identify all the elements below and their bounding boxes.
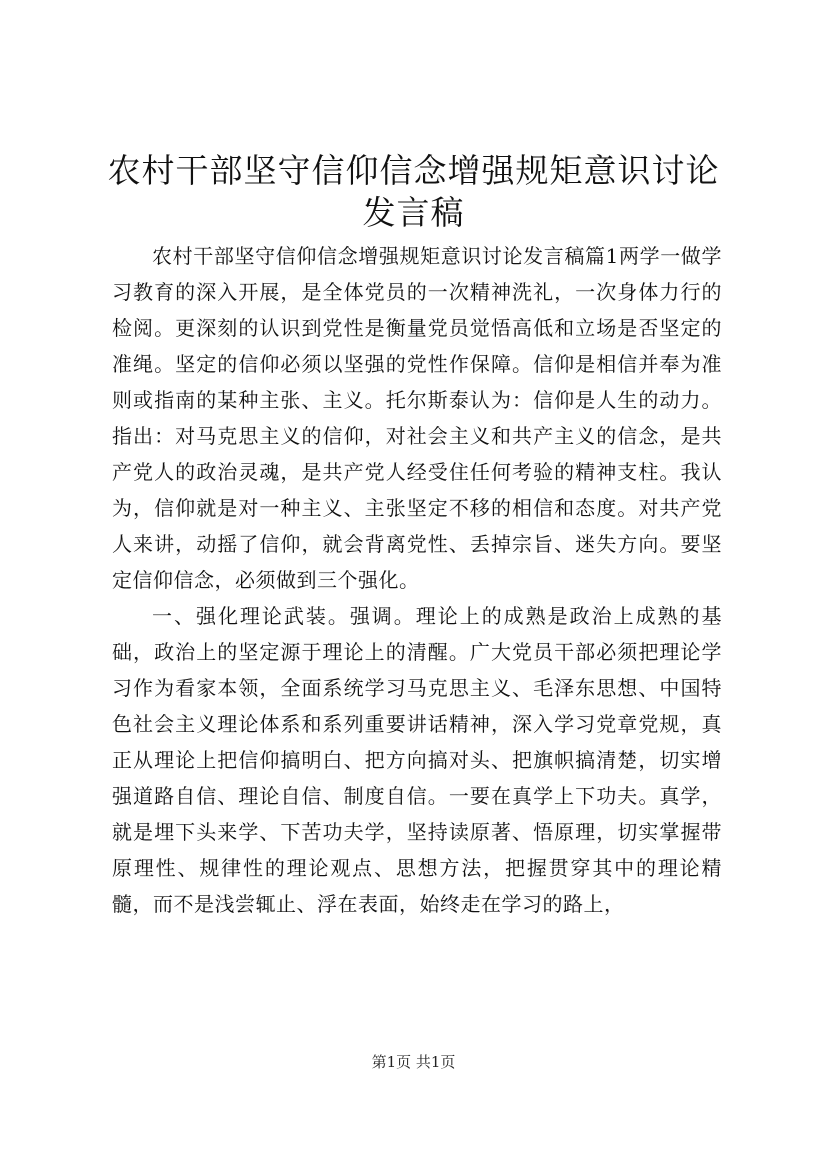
paragraph: 农村干部坚守信仰信念增强规矩意识讨论发言稿篇1两学一做学习教育的深入开展，是全体党员的一次精神洗礼，一次身体力行的检阅。更深刻的认识到党性是衡量党员觉悟高低和立场是否坚定的准绳。坚定的信仰必须以坚强的党性作保障。信仰是相信并奉为准则或指南的某种主张、主义。托尔斯泰认为：信仰是人生的动力。指出：对马克思主义的信仰，对社会主义和共产主义的信念，是共产党人的政治灵魂，是共产党人经受住任何考验的精神支柱。我认为，信仰就是对一种主义、主张坚定不移的相信和态度。对共产党人来讲，动摇了信仰，就会背离党性、丢掉宗旨、迷失方向。要坚定信仰信念，必须做到三个强化。 (112, 244, 722, 592)
document-body (112, 238, 722, 922)
page-footer: 第1页 共1页 (371, 1053, 456, 1071)
document-title: 农村干部坚守信仰信念增强规矩意识讨论发言稿 (107, 151, 720, 232)
paragraph: 一、强化理论武装。强调。理论上的成熟是政治上成熟的基础，政治上的坚定源于理论上的清醒。广大党员干部必须把理论学习作为看家本领，全面系统学习马克思主义、毛泽东思想、中国特色社会主义理论体系和系列重要讲话精神，深入学习党章党规，真正从理论上把信仰搞明白、把方向搞对头、把旗帜搞清楚，切实增强道路自信、理论自信、制度自信。一要在真学上下功夫。真学，就是埋下头来学、下苦功夫学，坚持读原著、悟原理，切实掌握带原理性、规律性的理论观点、思想方法，把握贯穿其中的理论精髓，而不是浅尝辄止、浮在表面，始终走在学习的路上， (112, 604, 722, 916)
